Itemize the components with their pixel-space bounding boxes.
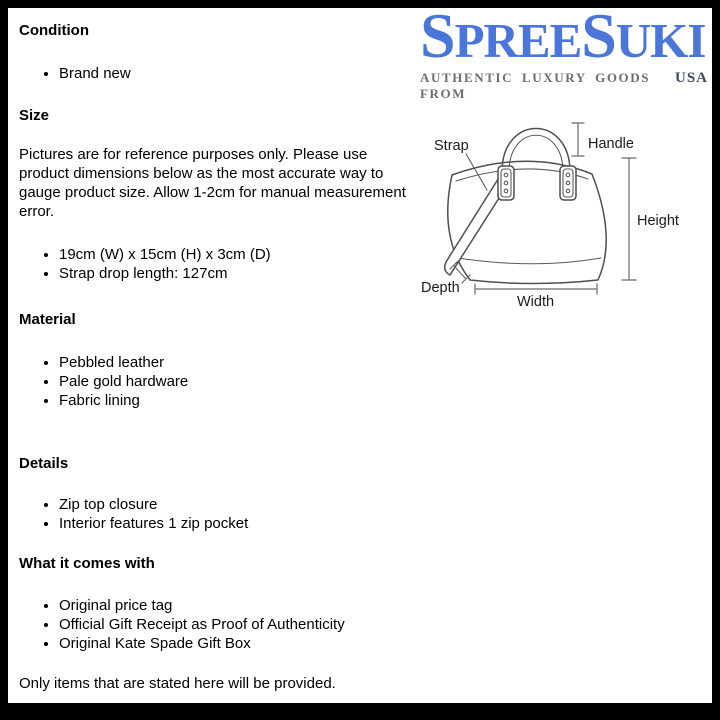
list-item: • Fabric lining [59, 391, 421, 410]
width-dimension-line [475, 284, 597, 294]
brand-logo [420, 10, 708, 66]
list-item: • Interior features 1 zip pocket [59, 514, 421, 533]
text-column [19, 22, 421, 693]
brand-panel [420, 10, 708, 326]
footer-note: Only items that are stated here will be provided. [19, 675, 336, 692]
height-dimension-line [622, 158, 636, 280]
brand-tagline-accent: USA [674, 70, 708, 86]
brand-tagline [420, 70, 708, 102]
list-item: • Original Kate Spade Gift Box [59, 634, 421, 653]
height-label: Height [637, 213, 679, 229]
list-item: • 19cm (W) x 15cm (H) x 3cm (D) [59, 245, 421, 264]
strap-label: Strap [434, 138, 469, 154]
brand-logo-letters: UKI [615, 13, 706, 66]
section-heading-condition: Condition [19, 22, 89, 39]
list-item: • Official Gift Receipt as Proof of Authenticity [59, 615, 421, 634]
handle-label: Handle [588, 136, 634, 152]
section-heading-size: Size [19, 107, 50, 124]
list-item: • Brand new [59, 64, 421, 83]
depth-label: Depth [421, 280, 460, 296]
brand-logo-letter: S [581, 10, 616, 66]
brand-tagline-text: AUTHENTIC LUXURY GOODS FROM [420, 70, 651, 101]
width-label: Width [517, 294, 555, 310]
list-item: • Pale gold hardware [59, 372, 421, 391]
material-list [19, 353, 421, 410]
list-item: • Original price tag [59, 596, 421, 615]
right-handle-tab [560, 166, 576, 200]
section-heading-what-it-comes-with: What it comes with [19, 555, 155, 572]
list-item: • Zip top closure [59, 495, 421, 514]
size-list [19, 245, 421, 283]
details-list [19, 495, 421, 533]
section-heading-details: Details [19, 455, 69, 472]
brand-logo-letters: PREE [454, 13, 582, 66]
left-handle-tab [498, 166, 514, 200]
condition-list [19, 64, 421, 83]
list-item: • Pebbled leather [59, 353, 421, 372]
size-note-paragraph: Pictures are for reference purposes only. Please use product dimensions below as the most accurate way to gauge product size. Allow 1-2cm for manual measurement error. [19, 146, 406, 220]
brand-logo-letter: S [420, 10, 455, 66]
includes-list [19, 596, 421, 653]
section-heading-material: Material [19, 311, 76, 328]
bag-diagram [420, 110, 708, 322]
list-item: • Strap drop length: 127cm [59, 264, 421, 283]
handle-dimension-line [572, 123, 584, 156]
